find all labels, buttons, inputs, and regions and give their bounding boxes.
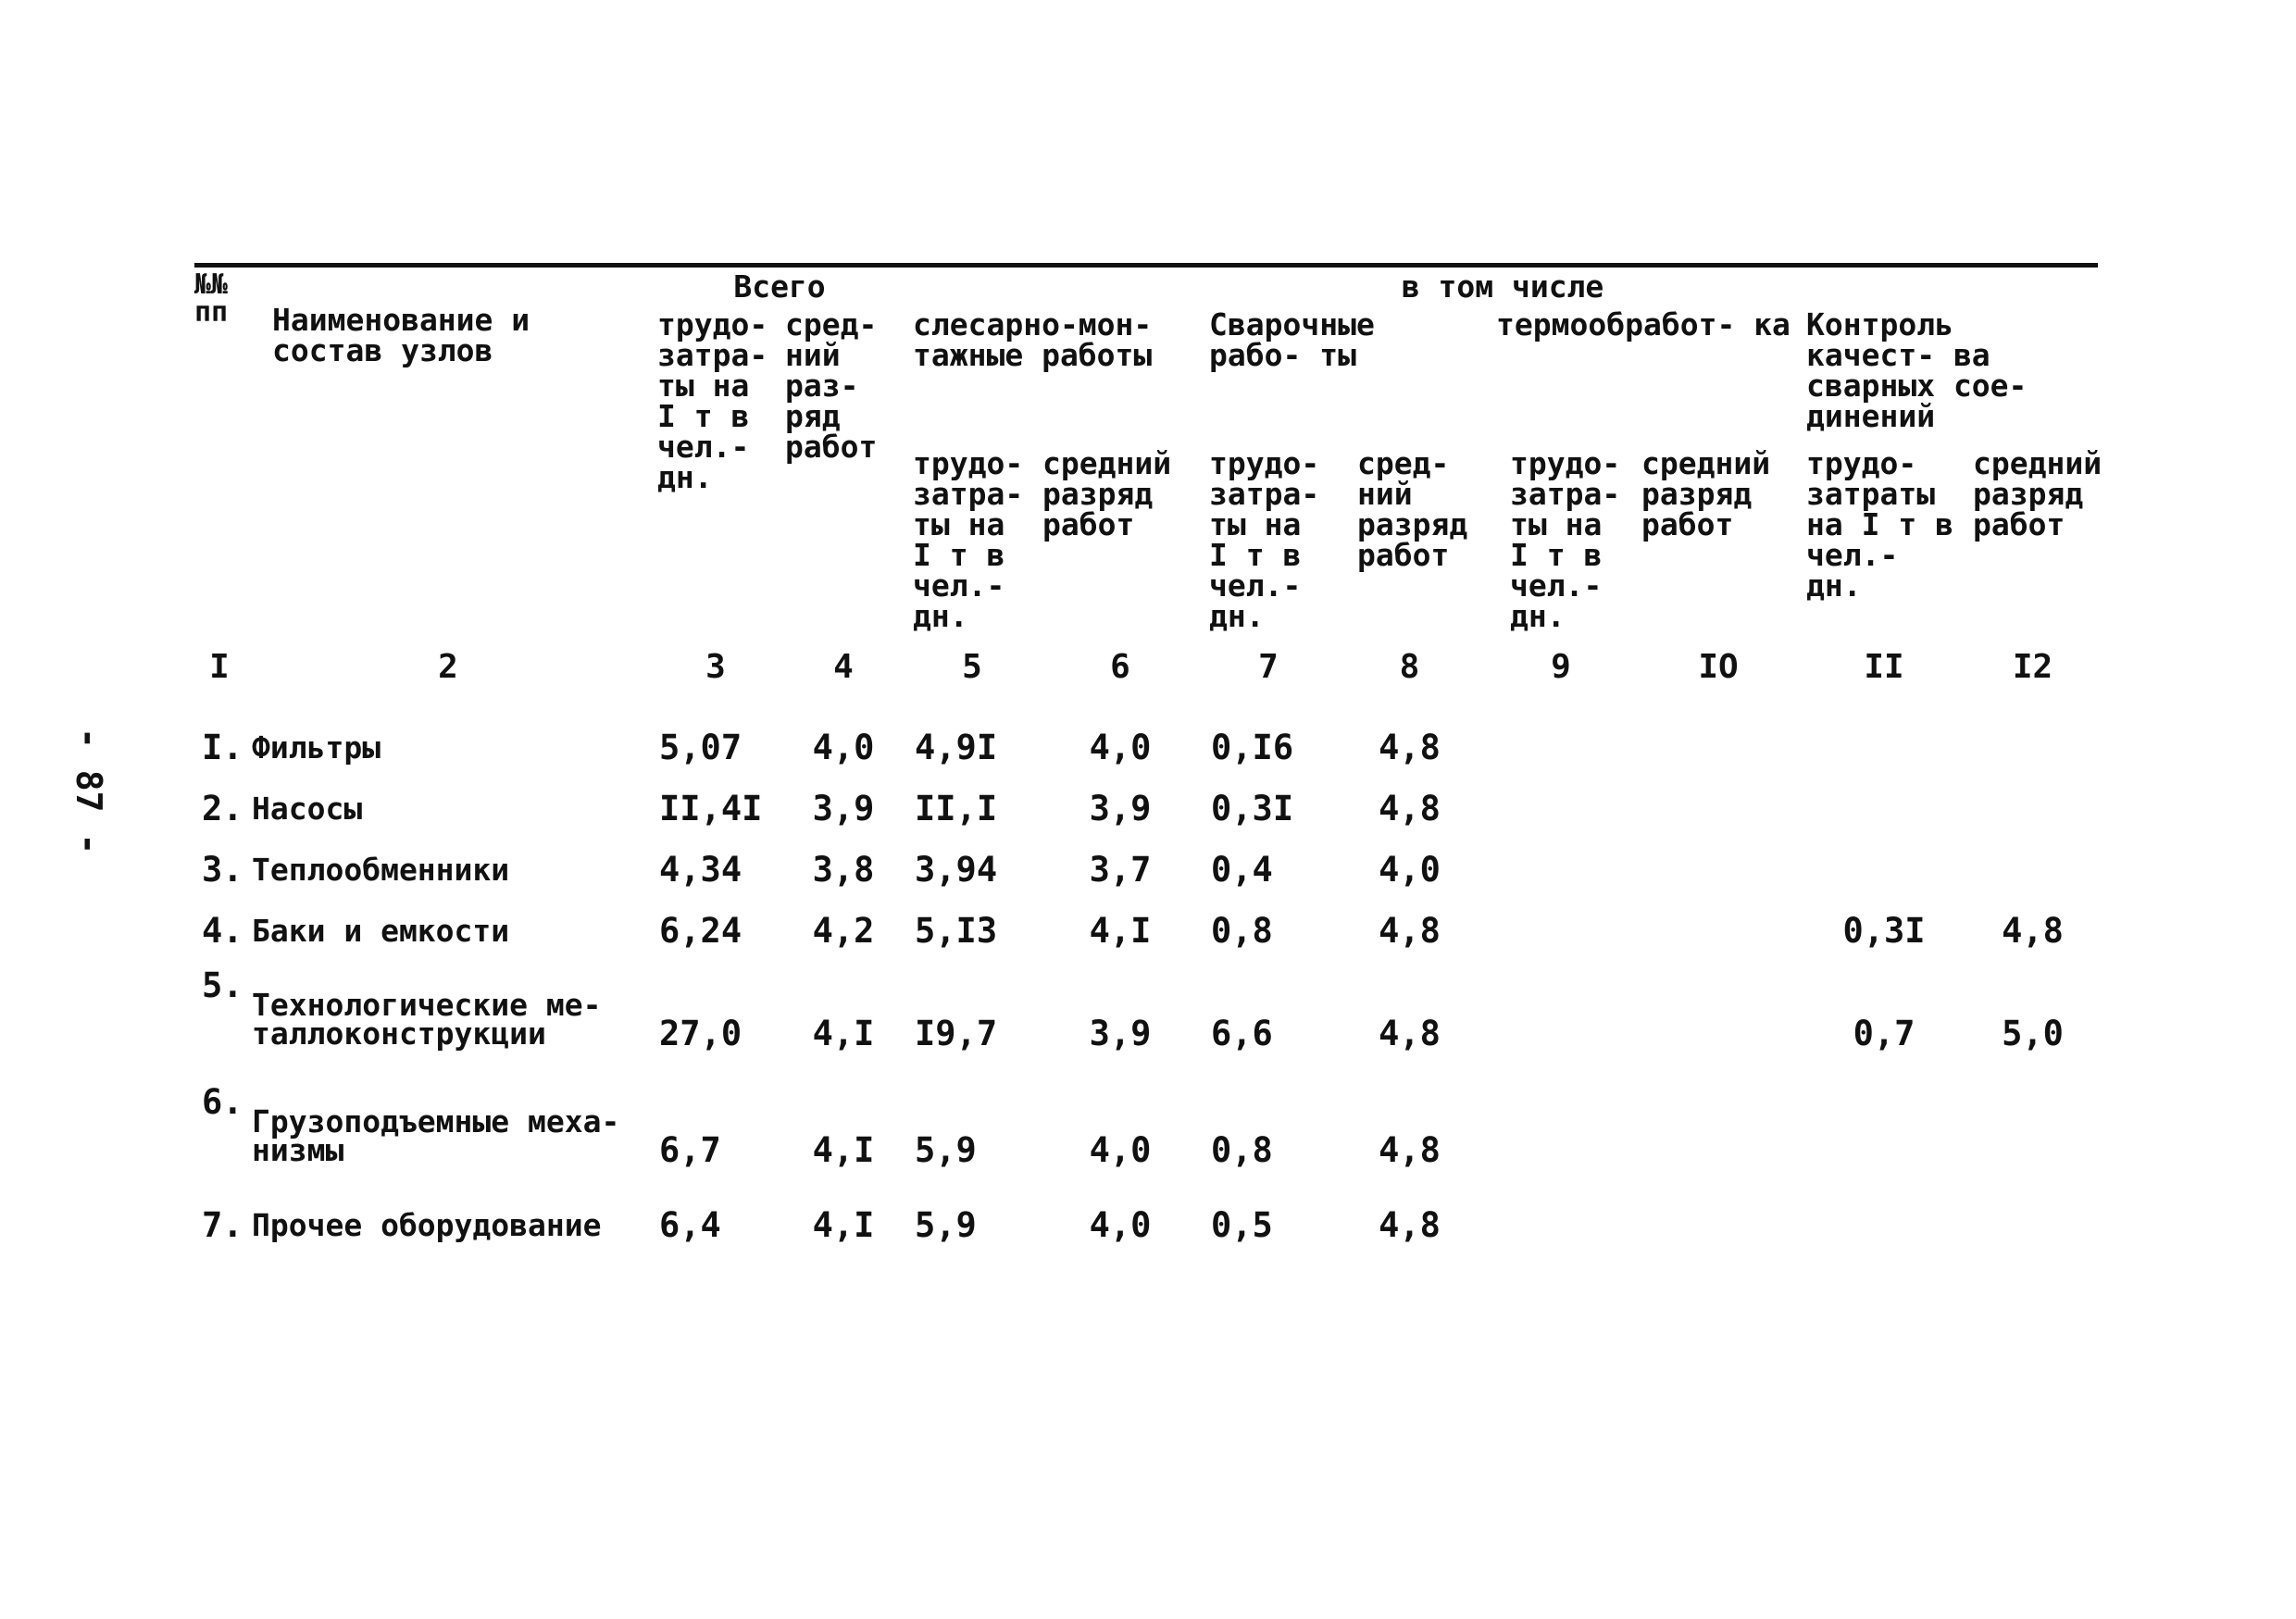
cell-welding-labor: 0,5 xyxy=(1211,1204,1273,1245)
cell-control-grade: 4,8 xyxy=(2002,910,2064,951)
cell-heat-labor xyxy=(1486,1077,1636,1194)
cell-assembly-grade: 3,9 xyxy=(1089,1013,1152,1053)
column-number-row xyxy=(194,637,2098,698)
page-number: - 87 - xyxy=(69,728,109,855)
table-row xyxy=(194,839,2098,900)
cell-control-grade xyxy=(1967,1077,2098,1194)
cell-welding-grade: 4,8 xyxy=(1379,1204,1441,1245)
cell-assembly-grade: 3,9 xyxy=(1089,788,1152,828)
cell-heat-labor xyxy=(1486,961,1636,1077)
header-total: Всего xyxy=(733,268,826,305)
cell-control-grade xyxy=(1967,1194,2098,1255)
table-row xyxy=(194,778,2098,839)
cell-total-labor: 4,34 xyxy=(659,849,742,890)
cell-assembly-labor: 4,9I xyxy=(915,727,998,767)
row-number: 4. xyxy=(202,910,243,951)
cell-total-labor: 27,0 xyxy=(659,1013,742,1053)
cell-total-labor: 6,7 xyxy=(659,1129,721,1170)
header-sub-labor-5: трудо- затра- ты на I т в чел.- дн. xyxy=(913,445,1024,634)
cell-assembly-labor: 5,I3 xyxy=(915,910,998,951)
table-row xyxy=(194,961,2098,1077)
header-sub-grade-6: средний разряд работ xyxy=(1042,445,1172,542)
row-name: Теплообменники xyxy=(252,851,510,888)
cell-welding-grade: 4,8 xyxy=(1379,727,1441,767)
cell-welding-labor: 0,8 xyxy=(1211,910,1273,951)
cell-assembly-labor: I9,7 xyxy=(915,1013,998,1053)
cell-total-labor: II,4I xyxy=(659,788,763,828)
row-name: Насосы xyxy=(252,790,363,827)
cell-control-labor xyxy=(1801,778,1967,839)
column-number: IO xyxy=(1698,648,1739,686)
header-weld-quality-control: Контроль качест- ва сварных сое- динений xyxy=(1806,306,2028,434)
header-assembly-works: слесарно-мон- тажные работы xyxy=(913,306,1153,373)
cell-welding-grade: 4,0 xyxy=(1379,849,1441,890)
cell-welding-grade: 4,8 xyxy=(1379,788,1441,828)
table-row xyxy=(194,1077,2098,1194)
cell-total-grade: 4,I xyxy=(812,1204,875,1245)
column-number: I xyxy=(209,648,230,686)
cell-welding-labor: 0,8 xyxy=(1211,1129,1273,1170)
cell-heat-labor xyxy=(1486,698,1636,778)
cell-total-labor: 6,4 xyxy=(659,1204,721,1245)
cell-control-labor: 0,7 xyxy=(1853,1013,1915,1053)
cell-welding-labor: 0,3I xyxy=(1211,788,1294,828)
row-name: Грузоподъемные меха- низмы xyxy=(252,1102,620,1168)
cell-control-labor xyxy=(1801,1194,1967,1255)
cell-heat-labor xyxy=(1486,839,1636,900)
column-number: 7 xyxy=(1258,648,1279,686)
cell-welding-labor: 0,4 xyxy=(1211,849,1273,890)
header-welding-works: Сварочные рабо- ты xyxy=(1209,306,1375,373)
cell-heat-grade xyxy=(1636,961,1801,1077)
header-including: в том числе xyxy=(1401,268,1604,305)
cell-total-grade: 4,0 xyxy=(812,727,875,767)
row-number: 2. xyxy=(202,788,243,828)
header-col-num: №№ пп xyxy=(194,268,229,329)
row-name: Баки и емкости xyxy=(252,912,510,949)
cell-assembly-grade: 4,I xyxy=(1089,910,1152,951)
cell-control-grade: 5,0 xyxy=(2002,1013,2064,1053)
header-sub-grade-12: средний разряд работ xyxy=(1973,445,2103,542)
cell-total-grade: 3,8 xyxy=(812,849,875,890)
cell-heat-grade xyxy=(1636,1077,1801,1194)
column-number: 6 xyxy=(1110,648,1130,686)
cell-assembly-grade: 4,0 xyxy=(1089,727,1152,767)
cell-assembly-labor: 3,94 xyxy=(915,849,998,890)
cell-control-grade xyxy=(1967,778,2098,839)
column-number: 9 xyxy=(1551,648,1571,686)
cell-welding-grade: 4,8 xyxy=(1379,1129,1441,1170)
cell-welding-labor: 0,I6 xyxy=(1211,727,1294,767)
cell-control-grade xyxy=(1967,839,2098,900)
row-number: 7. xyxy=(202,1204,243,1245)
cell-heat-grade xyxy=(1636,900,1801,961)
labor-cost-table xyxy=(194,263,2103,1255)
cell-welding-grade: 4,8 xyxy=(1379,1013,1441,1053)
header-heat-treatment: термообработ- ка xyxy=(1496,306,1791,342)
header-sub-grade-10: средний разряд работ xyxy=(1641,445,1771,542)
cell-assembly-grade: 4,0 xyxy=(1089,1129,1152,1170)
cell-assembly-labor: 5,9 xyxy=(915,1129,977,1170)
column-number: 5 xyxy=(962,648,982,686)
cell-total-grade: 4,2 xyxy=(812,910,875,951)
header-total-labor: трудо- затра- ты на I т в чел.- дн. xyxy=(657,306,768,495)
cell-assembly-grade: 3,7 xyxy=(1089,849,1152,890)
cell-total-grade: 4,I xyxy=(812,1013,875,1053)
cell-heat-grade xyxy=(1636,698,1801,778)
header-sub-grade-8: сред- ний разряд работ xyxy=(1357,445,1468,573)
cell-control-labor xyxy=(1801,698,1967,778)
column-number: 4 xyxy=(833,648,854,686)
cell-assembly-labor: 5,9 xyxy=(915,1204,977,1245)
column-number: II xyxy=(1864,648,1904,686)
header-total-grade: сред- ний раз- ряд работ xyxy=(785,306,878,465)
header-col-name: Наименование и состав узлов xyxy=(272,302,530,368)
cell-heat-labor xyxy=(1486,778,1636,839)
header-row-1 xyxy=(194,266,2098,306)
row-name: Фильтры xyxy=(252,729,381,766)
row-number: 5. xyxy=(202,965,243,1005)
cell-heat-labor xyxy=(1486,900,1636,961)
cell-total-labor: 6,24 xyxy=(659,910,742,951)
cell-heat-grade xyxy=(1636,839,1801,900)
header-sub-labor-9: трудо- затра- ты на I т в чел.- дн. xyxy=(1510,445,1621,634)
table-row xyxy=(194,698,2098,778)
cell-heat-grade xyxy=(1636,1194,1801,1255)
cell-welding-labor: 6,6 xyxy=(1211,1013,1273,1053)
cell-control-labor xyxy=(1801,839,1967,900)
cell-assembly-grade: 4,0 xyxy=(1089,1204,1152,1245)
column-number: I2 xyxy=(2012,648,2053,686)
cell-welding-grade: 4,8 xyxy=(1379,910,1441,951)
cell-total-grade: 4,I xyxy=(812,1129,875,1170)
header-sub-labor-7: трудо- затра- ты на I т в чел.- дн. xyxy=(1209,445,1320,634)
table-row xyxy=(194,900,2098,961)
cell-heat-grade xyxy=(1636,778,1801,839)
cell-heat-labor xyxy=(1486,1194,1636,1255)
cell-control-labor xyxy=(1801,1077,1967,1194)
row-name: Прочее оборудование xyxy=(252,1206,602,1243)
row-number: I. xyxy=(202,727,243,767)
row-name: Технологические ме- таллоконструкции xyxy=(252,986,602,1052)
column-number: 8 xyxy=(1399,648,1420,686)
column-number: 3 xyxy=(705,648,726,686)
cell-control-grade xyxy=(1967,698,2098,778)
cell-assembly-labor: II,I xyxy=(915,788,998,828)
row-number: 3. xyxy=(202,849,243,890)
cell-control-labor: 0,3I xyxy=(1842,910,1926,951)
cell-total-labor: 5,07 xyxy=(659,727,742,767)
row-number: 6. xyxy=(202,1082,243,1122)
cell-total-grade: 3,9 xyxy=(812,788,875,828)
column-number: 2 xyxy=(438,648,458,686)
header-sub-labor-11: трудо- затраты на I т в чел.- дн. xyxy=(1806,445,1953,604)
table-row xyxy=(194,1194,2098,1255)
